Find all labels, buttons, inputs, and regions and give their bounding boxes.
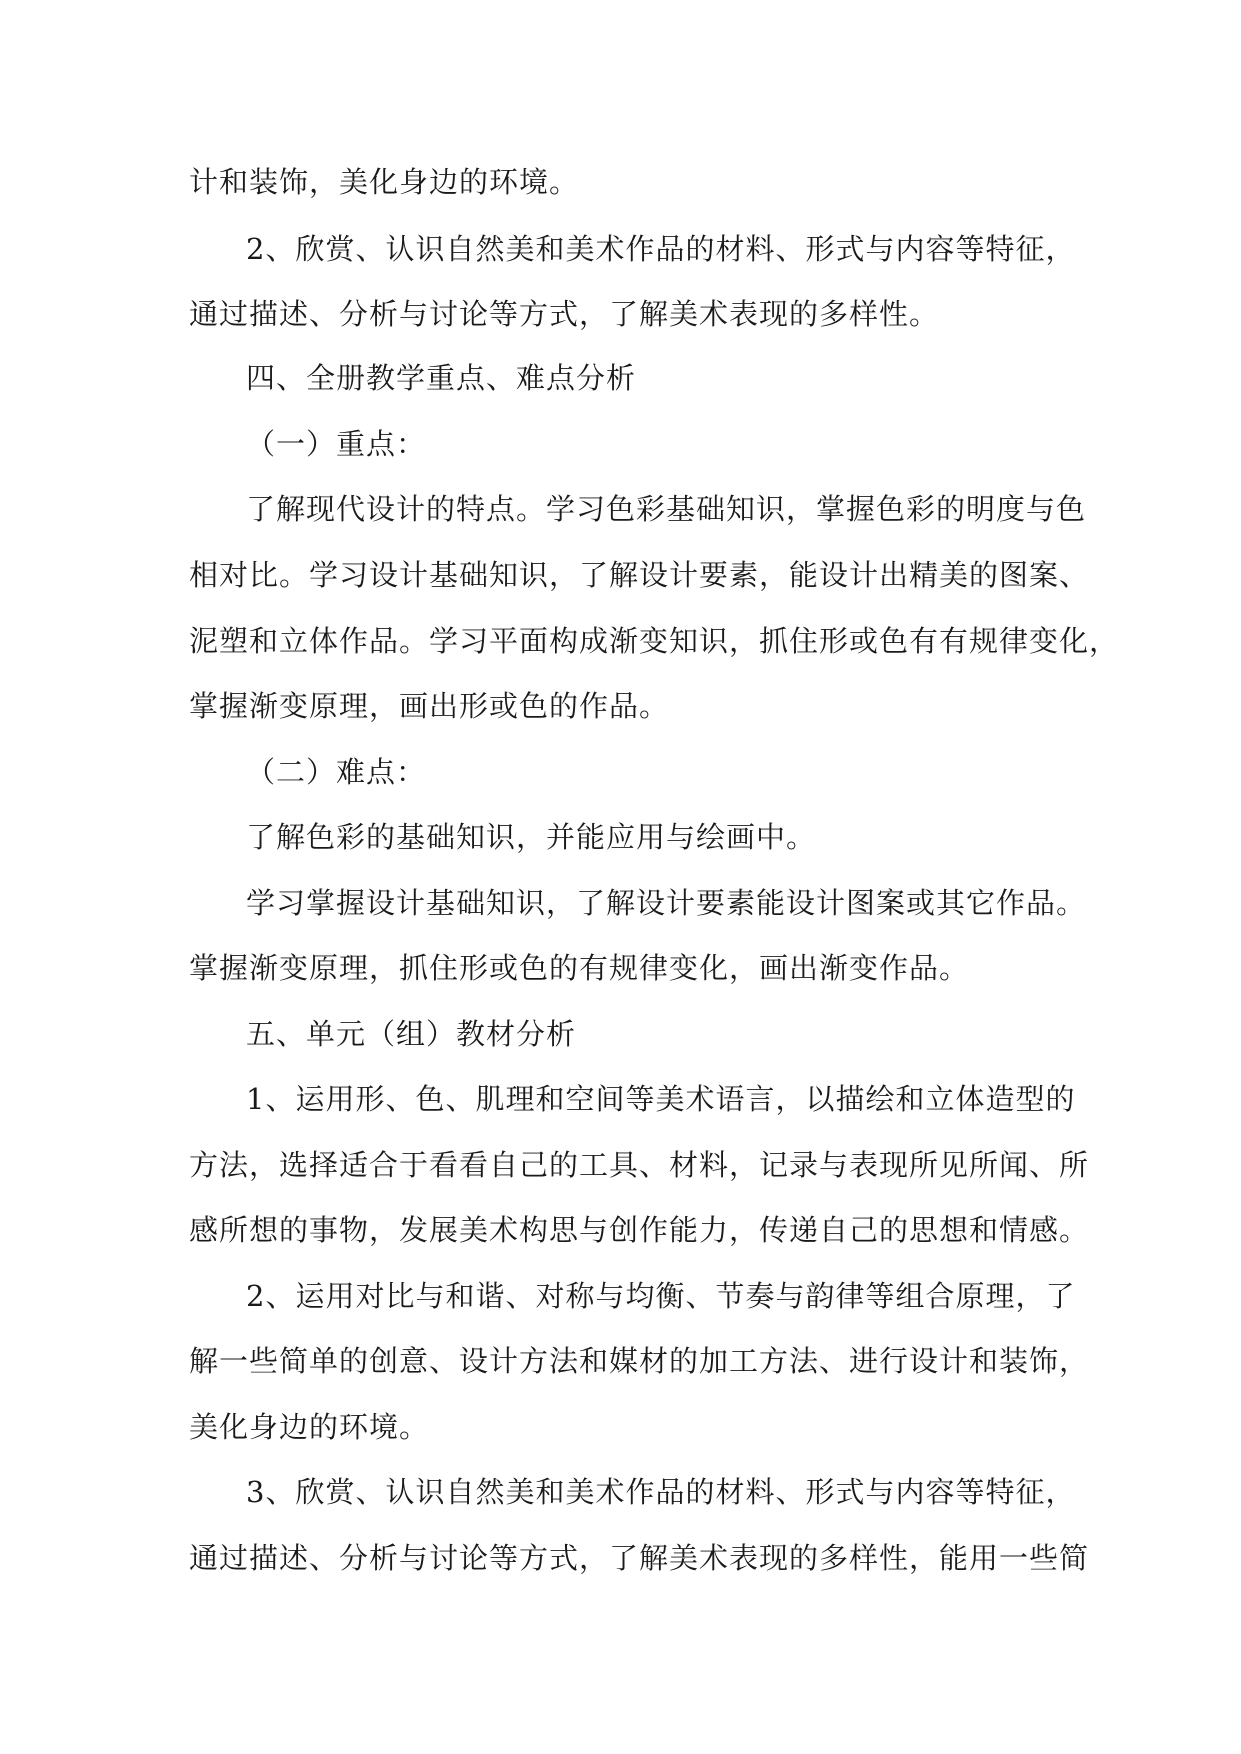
body-text-line: 通过描述、分析与讨论等方式，了解美术表现的多样性。	[189, 297, 940, 331]
body-text-line: 通过描述、分析与讨论等方式，了解美术表现的多样性，能用一些简	[189, 1541, 1090, 1575]
section-heading: 四、全册教学重点、难点分析	[246, 361, 637, 395]
body-text-line: 1、运用形、色、肌理和空间等美术语言，以描绘和立体造型的	[246, 1082, 1076, 1116]
body-text-line: 美化身边的环境。	[189, 1410, 430, 1444]
body-text-line: 泥塑和立体作品。学习平面构成渐变知识，抓住形或色有有规律变化，	[189, 624, 1120, 658]
body-text-line: 了解现代设计的特点。学习色彩基础知识，掌握色彩的明度与色	[246, 492, 1087, 526]
subsection-heading: （二）难点：	[246, 755, 427, 789]
body-text-line: 掌握渐变原理，画出形或色的作品。	[189, 689, 670, 723]
body-text-line: 3、欣赏、认识自然美和美术作品的材料、形式与内容等特征，	[246, 1475, 1076, 1509]
body-text-line: 掌握渐变原理，抓住形或色的有规律变化，画出渐变作品。	[189, 951, 970, 985]
subsection-heading: （一）重点：	[246, 427, 427, 461]
body-text-line: 解一些简单的创意、设计方法和媒材的加工方法、进行设计和装饰，	[189, 1344, 1090, 1378]
body-text-line: 方法，选择适合于看看自己的工具、材料，记录与表现所见所闻、所	[189, 1148, 1090, 1182]
body-text-line: 相对比。学习设计基础知识，了解设计要素，能设计出精美的图案、	[189, 558, 1090, 592]
body-text-line: 计和装饰，美化身边的环境。	[189, 165, 580, 199]
body-text-line: 感所想的事物，发展美术构思与创作能力，传递自己的思想和情感。	[189, 1213, 1090, 1247]
body-text-line: 2、欣赏、认识自然美和美术作品的材料、形式与内容等特征，	[246, 232, 1076, 266]
section-heading: 五、单元（组）教材分析	[246, 1017, 577, 1051]
body-text-line: 2、运用对比与和谐、对称与均衡、节奏与韵律等组合原理，了	[246, 1279, 1076, 1313]
body-text-line: 学习掌握设计基础知识，了解设计要素能设计图案或其它作品。	[246, 886, 1087, 920]
body-text-line: 了解色彩的基础知识，并能应用与绘画中。	[246, 820, 817, 854]
